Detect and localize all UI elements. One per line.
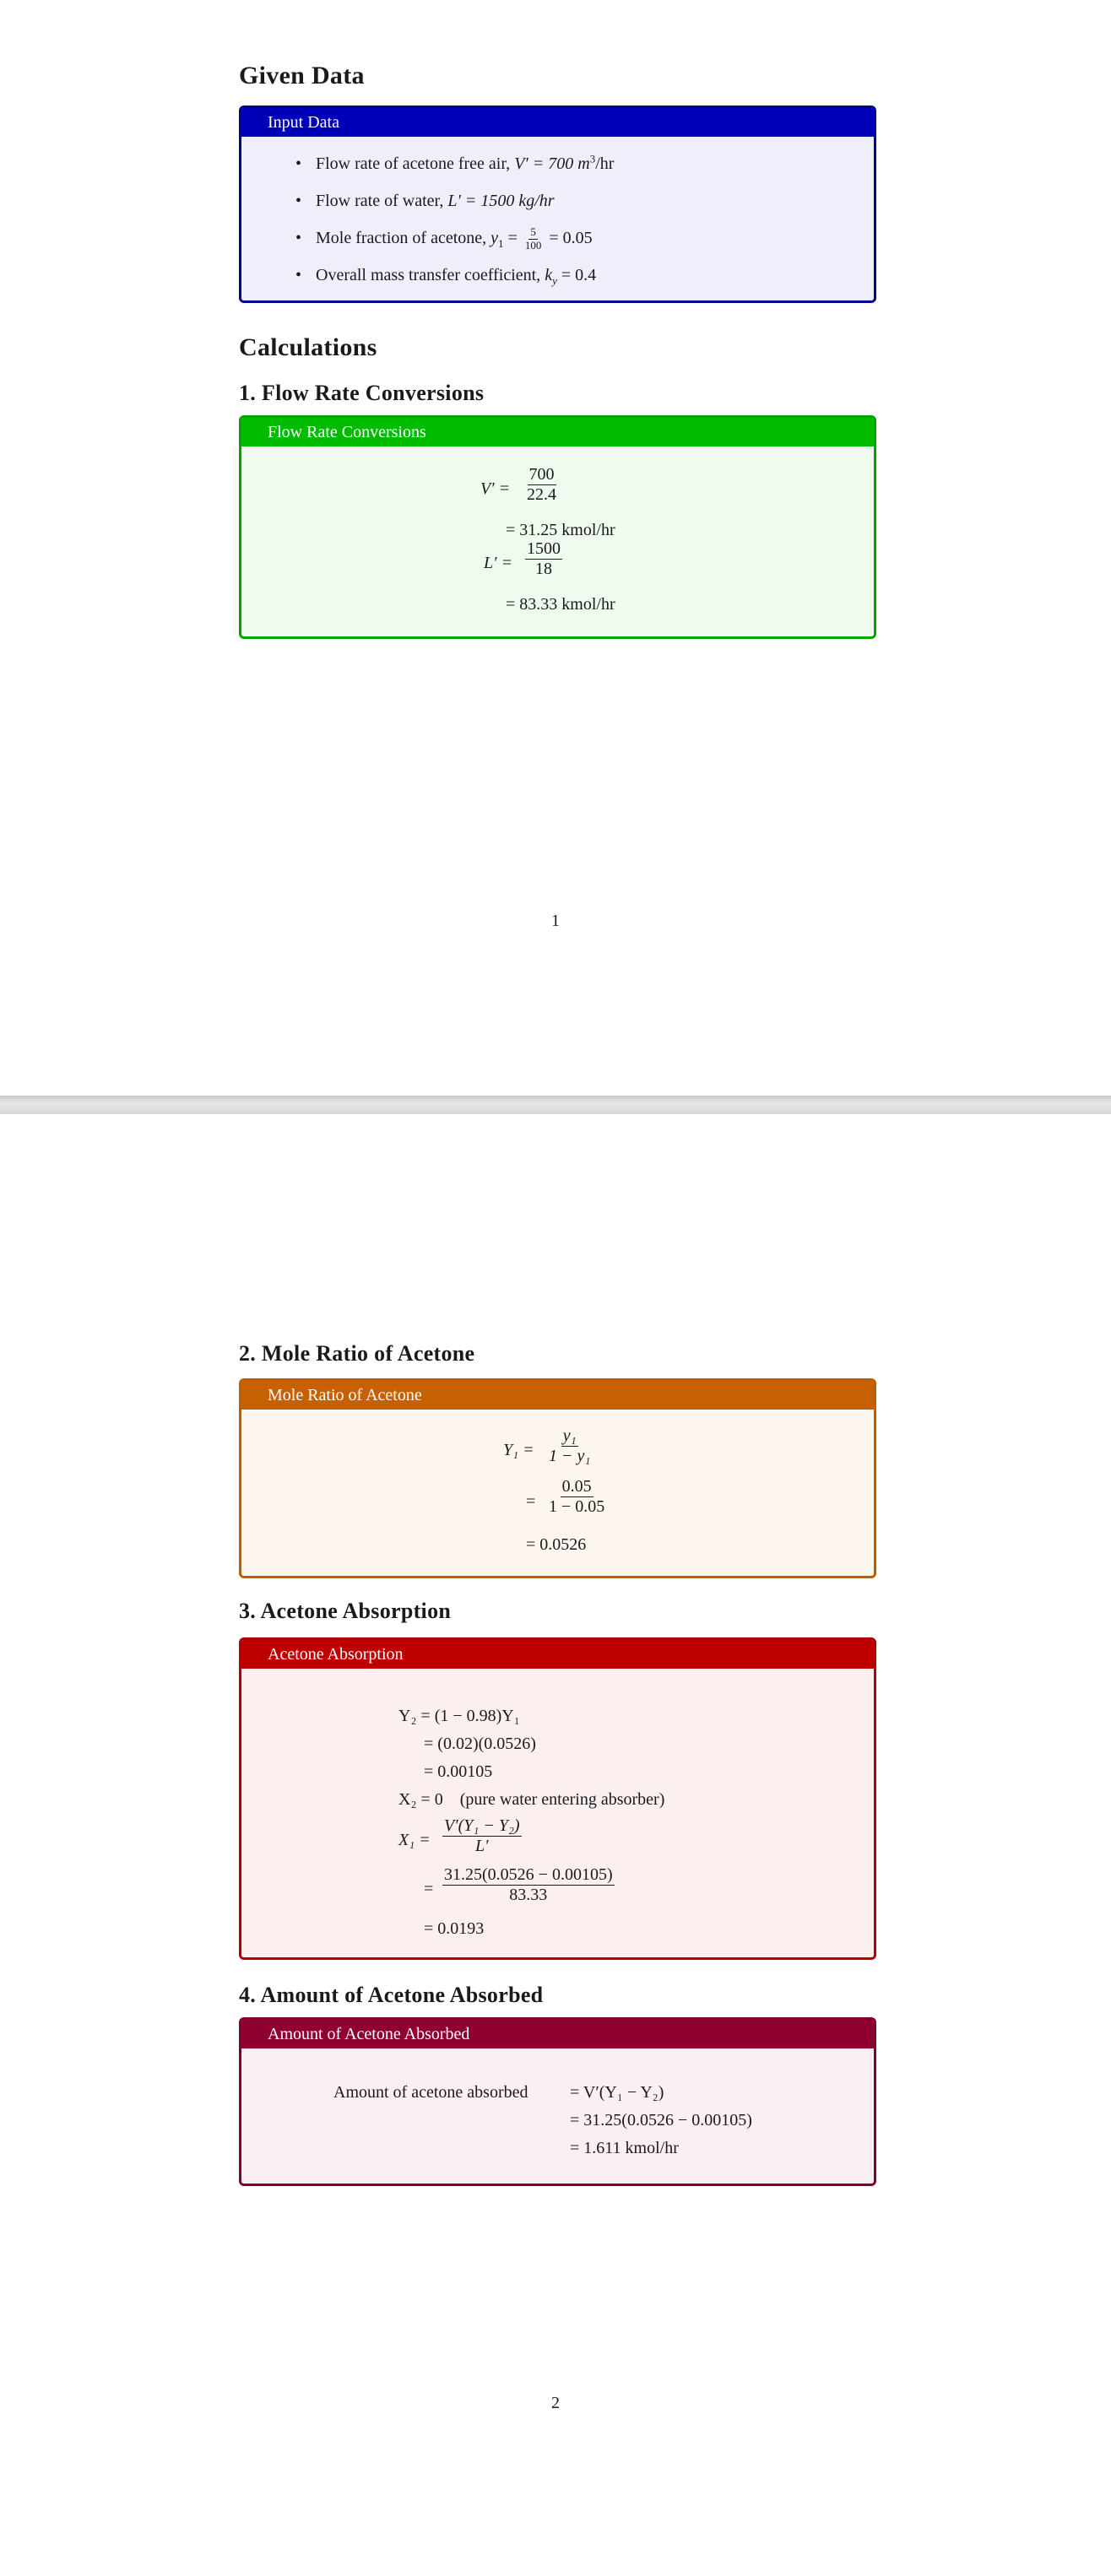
eq-sign: = <box>424 1880 434 1898</box>
section-4-heading: 4. Amount of Acetone Absorbed <box>239 1983 544 2007</box>
heading-calculations: Calculations <box>239 333 377 361</box>
eq-line: X₂ = 0 (pure water entering absorber) <box>398 1790 665 1809</box>
input-data-box <box>239 106 876 303</box>
item-math: k <box>545 266 553 284</box>
mole-ratio-box-title: Mole Ratio of Acetone <box>241 1381 874 1410</box>
list-item <box>241 145 874 182</box>
flow-rate-box-body <box>241 446 874 636</box>
amount-absorbed-box <box>239 2017 876 2186</box>
input-data-box-title: Input Data <box>241 108 874 137</box>
flow-rate-box-title: Flow Rate Conversions <box>241 418 874 446</box>
item-text: Flow rate of acetone free air, <box>316 154 515 173</box>
absorption-box-body <box>241 1669 874 1957</box>
eq-result: = 0.0526 <box>526 1535 587 1554</box>
eq-result: = 83.33 kmol/hr <box>506 595 615 614</box>
eq-line: = 1.611 kmol/hr <box>570 2139 679 2157</box>
fraction: $\frac{\text{y₁}}{\text{1 − y₁}}$ <box>549 1426 591 1465</box>
section-1-heading: 1. Flow Rate Conversions <box>239 381 485 405</box>
eq-line: = 31.25(0.0526 − 0.00105) <box>570 2111 752 2130</box>
fraction: $\frac{31.25(0.0526 - 0.00105)}{83.33}$ <box>444 1865 613 1904</box>
page-2 <box>0 1114 1111 2576</box>
eq-lhs: V′ = <box>480 479 511 498</box>
eq-line: = 0.0193 <box>424 1919 485 1938</box>
item-math: V′ = 700 m <box>514 154 590 173</box>
eq-lhs: Amount of acetone absorbed <box>333 2083 528 2102</box>
list-item <box>241 182 874 219</box>
fraction: $\frac{0.05}{1 - 0.05}$ <box>549 1477 605 1516</box>
fraction: $\frac{1500}{18}$ <box>527 539 561 578</box>
fraction: $\frac{\text{V′(Y₁ − Y₂)}}{L'}$ <box>444 1816 520 1855</box>
eq-line: = V′(Y₁ − Y₂) <box>570 2083 664 2102</box>
eq-line: Y₂ = (1 − 0.98)Y₁ <box>398 1707 520 1725</box>
item-unit: /hr <box>595 154 615 173</box>
fraction: $\frac{5}{100}$ <box>524 225 542 252</box>
eq-lhs: X₁ = <box>398 1831 431 1849</box>
eq-line: = (0.02)(0.0526) <box>424 1734 536 1753</box>
eq-sign: = <box>526 1492 536 1511</box>
heading-given-data: Given Data <box>239 62 365 89</box>
eq-lhs: L′ = <box>484 554 512 572</box>
page-1 <box>0 0 1111 1096</box>
item-text: Flow rate of water, <box>316 192 448 210</box>
item-result: = 0.05 <box>549 229 593 247</box>
item-result: = 0.4 <box>561 266 597 284</box>
page-number: 2 <box>551 2394 560 2412</box>
mole-ratio-box <box>239 1378 876 1578</box>
eq-line: = 0.00105 <box>424 1762 493 1781</box>
flow-rate-box <box>239 415 876 639</box>
input-data-box-body <box>241 137 874 300</box>
list-item: • Mole fraction of acetone, $y_1$ = $\frac{5}{100}$ = 0.05 <box>241 219 874 257</box>
item-math: y <box>490 229 499 247</box>
mole-ratio-box-body <box>241 1410 874 1576</box>
item-sub: 1 <box>498 237 504 250</box>
item-sub: y <box>552 274 557 287</box>
absorption-box-title: Acetone Absorption <box>241 1640 874 1669</box>
item-text: Overall mass transfer coefficient, <box>316 266 545 284</box>
section-3-heading: 3. Acetone Absorption <box>239 1599 452 1623</box>
item-sup: 3 <box>589 152 596 165</box>
page-number: 1 <box>551 912 560 930</box>
item-text: Mole fraction of acetone, <box>316 229 491 247</box>
item-math: L′ = 1500 kg/hr <box>447 192 555 210</box>
amount-absorbed-box-body <box>241 2048 874 2184</box>
eq-lhs: Y₁ = <box>503 1441 534 1459</box>
page-separator <box>0 1096 1111 1114</box>
eq-result: = 31.25 kmol/hr <box>506 521 615 539</box>
amount-absorbed-box-title: Amount of Acetone Absorbed <box>241 2020 874 2048</box>
input-data-list <box>241 137 874 300</box>
absorption-box <box>239 1637 876 1960</box>
section-2-heading: 2. Mole Ratio of Acetone <box>239 1341 475 1366</box>
list-item <box>241 257 874 294</box>
fraction: $\frac{700}{22.4}$ <box>527 465 556 504</box>
